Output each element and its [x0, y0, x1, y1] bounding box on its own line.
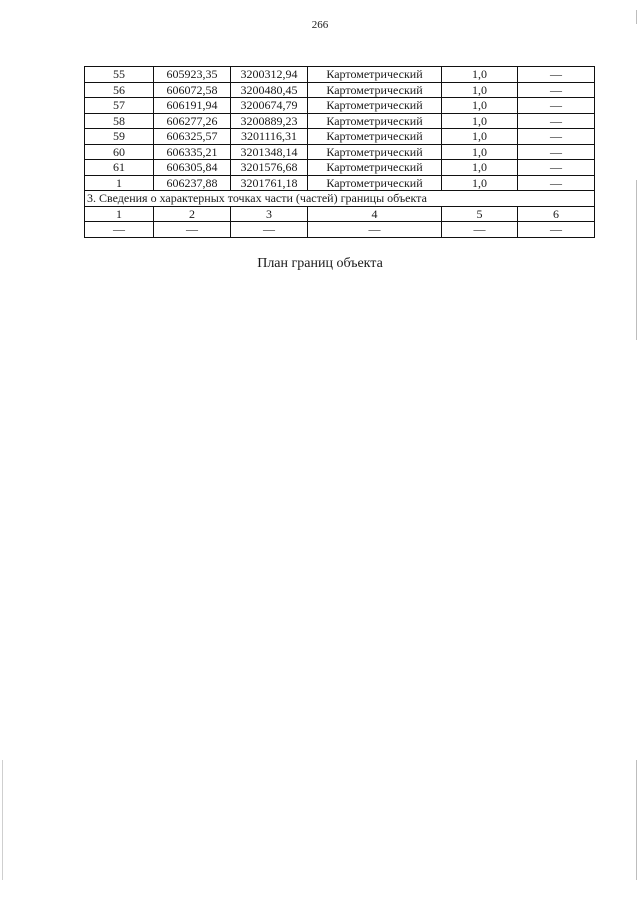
y-coordinate-cell: 3201116,31: [231, 129, 308, 145]
y-coordinate-cell: 3200889,23: [231, 113, 308, 129]
accuracy-cell: 1,0: [442, 113, 518, 129]
page-number: 266: [311, 19, 329, 31]
method-cell: Картометрический: [308, 67, 442, 83]
method-cell: Картометрический: [308, 82, 442, 98]
table-row: [85, 129, 595, 145]
table-row: [85, 175, 595, 191]
x-coordinate-cell: 606277,26: [154, 113, 231, 129]
accuracy-cell: 1,0: [442, 144, 518, 160]
section3-header-cell: 4: [308, 206, 442, 222]
section3-header-cell: 6: [518, 206, 595, 222]
point-number-cell: 58: [85, 113, 154, 129]
description-cell: —: [518, 160, 595, 176]
point-number-cell: 55: [85, 67, 154, 83]
point-number-cell: 61: [85, 160, 154, 176]
points-table-body: [85, 67, 595, 191]
point-number-cell: 59: [85, 129, 154, 145]
accuracy-cell: 1,0: [442, 160, 518, 176]
section3-header-cell: 1: [85, 206, 154, 222]
table-row: [85, 82, 595, 98]
accuracy-cell: 1,0: [442, 98, 518, 114]
x-coordinate-cell: 605923,35: [154, 67, 231, 83]
y-coordinate-cell: 3201348,14: [231, 144, 308, 160]
section3-cell: —: [231, 222, 308, 238]
method-cell: Картометрический: [308, 129, 442, 145]
method-cell: Картометрический: [308, 98, 442, 114]
method-cell: Картометрический: [308, 113, 442, 129]
method-cell: Картометрический: [308, 160, 442, 176]
accuracy-cell: 1,0: [442, 129, 518, 145]
section3-data-row: [85, 222, 595, 238]
y-coordinate-cell: 3200674,79: [231, 98, 308, 114]
method-cell: Картометрический: [308, 175, 442, 191]
section3-cell: —: [518, 222, 595, 238]
section3-title-row: [85, 191, 595, 207]
method-cell: Картометрический: [308, 144, 442, 160]
x-coordinate-cell: 606325,57: [154, 129, 231, 145]
section3-header-cell: 2: [154, 206, 231, 222]
section3-header-cell: 5: [442, 206, 518, 222]
point-number-cell: 1: [85, 175, 154, 191]
scan-edge-mark: [636, 760, 637, 880]
y-coordinate-cell: 3201576,68: [231, 160, 308, 176]
y-coordinate-cell: 3200312,94: [231, 67, 308, 83]
table-row: [85, 144, 595, 160]
accuracy-cell: 1,0: [442, 175, 518, 191]
x-coordinate-cell: 606305,84: [154, 160, 231, 176]
section3-cell: —: [85, 222, 154, 238]
accuracy-cell: 1,0: [442, 67, 518, 83]
description-cell: —: [518, 175, 595, 191]
section3-header-cell: 3: [231, 206, 308, 222]
x-coordinate-cell: 606072,58: [154, 82, 231, 98]
point-number-cell: 60: [85, 144, 154, 160]
scan-edge-mark: [636, 180, 637, 340]
section3-title: 3. Сведения о характерных точках части (частей) границы объекта: [85, 191, 595, 207]
x-coordinate-cell: 606237,88: [154, 175, 231, 191]
accuracy-cell: 1,0: [442, 82, 518, 98]
point-number-cell: 57: [85, 98, 154, 114]
description-cell: —: [518, 67, 595, 83]
description-cell: —: [518, 144, 595, 160]
description-cell: —: [518, 113, 595, 129]
section3-cell: —: [154, 222, 231, 238]
plan-title: План границ объекта: [257, 256, 383, 271]
x-coordinate-cell: 606191,94: [154, 98, 231, 114]
x-coordinate-cell: 606335,21: [154, 144, 231, 160]
table-row: [85, 98, 595, 114]
description-cell: —: [518, 98, 595, 114]
section3-cell: —: [442, 222, 518, 238]
table-row: [85, 67, 595, 83]
y-coordinate-cell: 3201761,18: [231, 175, 308, 191]
boundary-points-table: [84, 66, 595, 238]
description-cell: —: [518, 129, 595, 145]
table-row: [85, 113, 595, 129]
point-number-cell: 56: [85, 82, 154, 98]
scan-edge-mark: [636, 10, 637, 24]
section3-header-row: [85, 206, 595, 222]
table-row: [85, 160, 595, 176]
y-coordinate-cell: 3200480,45: [231, 82, 308, 98]
description-cell: —: [518, 82, 595, 98]
section3-cell: —: [308, 222, 442, 238]
scan-edge-mark: [2, 760, 3, 880]
